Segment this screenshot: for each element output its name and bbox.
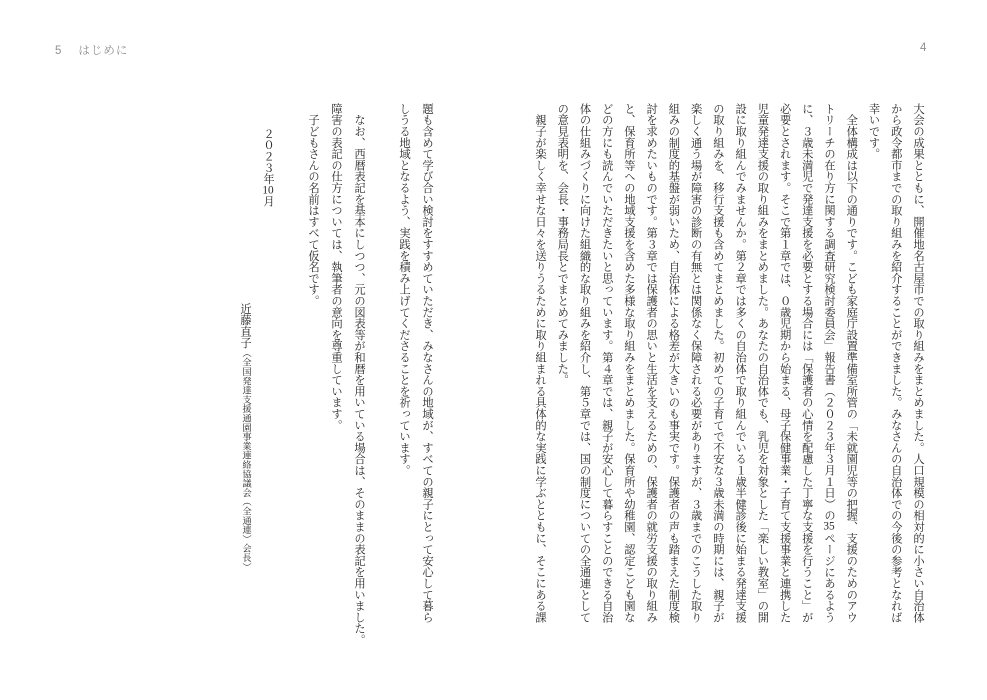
text-column: どの方にも読んでいただきたいと思っています。第４章では、親子が安心して暮らすことのできる自治 xyxy=(600,103,613,623)
left-page-text xyxy=(233,103,438,646)
text-column: 全体構成は以下の通りです。こども家庭庁設置準備室所管の「未就園児等の把握、支援のためのアウ xyxy=(845,103,858,623)
text-column: と、保育所等への地域支援を含めた多様な取り組みをまとめました。保育所や幼稚園、認定こども園な xyxy=(622,103,635,623)
left-page-number: 5 xyxy=(55,45,63,57)
left-page-header xyxy=(55,42,128,58)
text-column: 討を求めたいものです。第３章では保護者の思いと生活を支えるための、保護者の就労支援の取り組み xyxy=(645,103,658,623)
text-column: 幸いです。 xyxy=(867,103,880,160)
text-column: 子どもさんの名前はすべて仮名です。 xyxy=(307,103,319,307)
signature-affiliation: （全国発達支援通園事業連絡協議会（全通連）会長） xyxy=(240,348,250,572)
text-column: 題も含めて学び合い検討をすすめていただき、みなさんの地域が、すべての親子にとって安心して暮ら xyxy=(421,103,433,623)
text-column: 楽しく通う場が障害の診断の有無とは関係なく保障される必要がありますが、３歳までのこうした取り xyxy=(689,103,702,623)
text-column: 必要とされます。そこで第１章では、０歳児期から始まる、母子保健事業・子育て支援事業と連携した xyxy=(778,103,791,623)
text-column: 親子が楽しく幸せな日々を送りうるために取り組まれる具体的な実践に学ぶとともに、そこにある課 xyxy=(534,103,547,623)
text-column: の意見表明を、会長・事務局長とでまとめてみました。 xyxy=(556,103,569,386)
text-column: トリーチの在り方に関する調査研究検討委員会」報告書（２０２３年３月１日）の35ページにあるよう xyxy=(823,103,836,623)
text-column: 設に取り組んでみませんか。第２章では多くの自治体で取り組んでいる１歳半健診後に始まる発達支援 xyxy=(734,103,747,623)
text-column: 体の仕組みづくりに向けた組織的な取り組みを紹介し、第５章では、国の制度についての全通連として xyxy=(578,103,591,623)
text-column: に、３歳未満児で発達支援を必要とする場合には「保護者の心情を配慮した丁寧な支援を行うこと」が xyxy=(800,103,813,623)
date-line: ２０２３年10月 xyxy=(262,128,274,208)
text-column: 組みの制度的基盤が弱いため、自治体による格差が大きいのも事実です。保護者の声も踏まえた制度検 xyxy=(667,103,680,623)
text-column: 大会の成果とともに、開催地名古屋市での取り組みをまとめました。人口規模の相対的に小さい自治体 xyxy=(912,103,924,623)
right-page-number: 4 xyxy=(920,42,928,54)
left-page-body-columns xyxy=(392,103,438,623)
text-column: の取り組みを、移行支援も含めてまとめました。初めての子育てで不安な３歳未満の時期には、親子が xyxy=(711,103,724,623)
colophon-group xyxy=(233,103,279,623)
text-column: 児童発達支援の取り組みをまとめました。あなたの自治体でも、乳児を対象とした「楽しい教室」の開 xyxy=(756,103,769,623)
left-section-title: はじめに xyxy=(78,45,129,57)
signature-line xyxy=(233,103,256,623)
text-column: なお、西暦表記を基本にしつつ、元の図表等が和暦を用いている場合は、そのままの表記を用いました。 xyxy=(353,103,365,646)
right-page-columns xyxy=(529,103,929,623)
right-page-text xyxy=(529,103,929,623)
text-column: 障害の表記の仕方については、執筆者の意向を尊重しています。 xyxy=(330,103,342,431)
left-page-note-columns xyxy=(301,103,370,646)
signature-name: 近藤直子 xyxy=(239,303,251,349)
text-column: しうる地域となるよう、実践を積み上げてくださることを祈っています。 xyxy=(398,103,410,476)
text-column: から政令都市までの取り組みを紹介することができました。みなさんの自治体での今後の参考となれば xyxy=(889,103,902,623)
